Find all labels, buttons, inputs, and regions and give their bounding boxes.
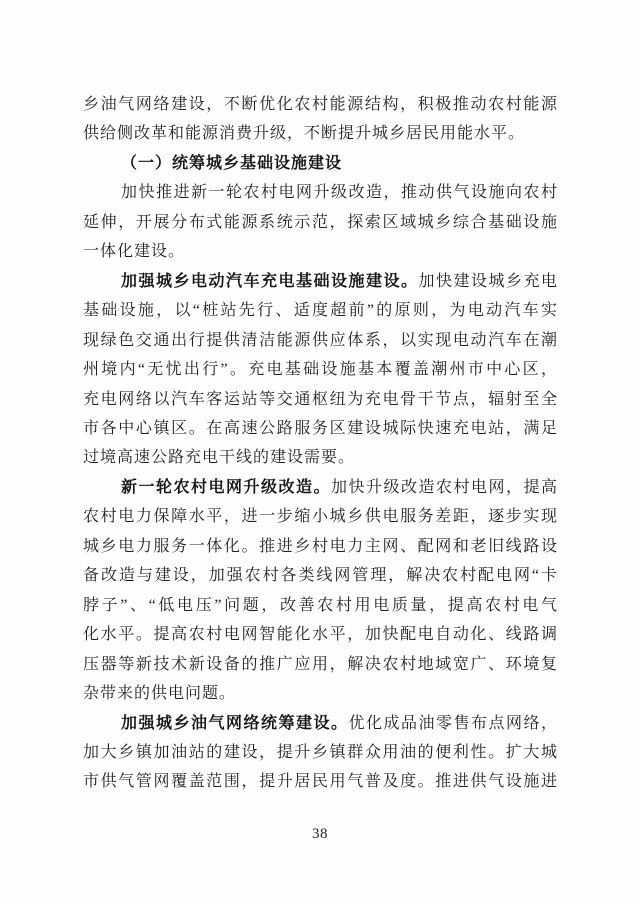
text-line: 加快推进新一轮农村电网升级改造，推动供气设施向农村 bbox=[121, 184, 558, 202]
text-line: 加强城乡油气网络统筹建设。优化成品油零售布点网络， bbox=[121, 714, 558, 732]
text-line: 一体化建设。 bbox=[83, 243, 186, 261]
text-line: 压器等新技术新设备的推广应用，解决农村地域宽广、环境复 bbox=[83, 655, 558, 673]
document-body bbox=[83, 90, 558, 797]
text-line: 加强城乡电动汽车充电基础设施建设。加快建设城乡充电 bbox=[121, 272, 558, 290]
text-line: 延伸，开展分布式能源系统示范，探索区域城乡综合基础设施 bbox=[83, 213, 558, 231]
paragraph-lead-bold: 新一轮农村电网升级改造。 bbox=[121, 478, 331, 496]
text-line: 供给侧改革和能源消费升级，不断提升城乡居民用能水平。 bbox=[83, 125, 526, 143]
text-line: 市供气管网覆盖范围，提升居民用气普及度。推进供气设施进 bbox=[83, 773, 558, 791]
text-line: 加大乡镇加油站的建设，提升乡镇群众用油的便利性。扩大城 bbox=[83, 743, 558, 761]
text-line: 农村电力保障水平，进一步缩小城乡供电服务差距，逐步实现 bbox=[83, 508, 558, 526]
text-line: 充电网络以汽车客运站等交通枢纽为充电骨干节点，辐射至全 bbox=[83, 390, 558, 408]
text-line: 新一轮农村电网升级改造。加快升级改造农村电网，提高 bbox=[121, 478, 558, 496]
text-line: 乡油气网络建设，不断优化农村能源结构，积极推动农村能源 bbox=[83, 96, 558, 113]
text-line: 杂带来的供电问题。 bbox=[83, 685, 237, 703]
text-line: 城乡电力服务一体化。推进乡村电力主网、配网和老旧线路设 bbox=[83, 537, 558, 555]
text-line: 过境高速公路充电干线的建设需要。 bbox=[83, 449, 356, 467]
text-line: 化水平。提高农村电网智能化水平，加快配电自动化、线路调 bbox=[83, 626, 558, 644]
text-line: 州境内“无忧出行”。充电基础设施基本覆盖潮州市中心区， bbox=[83, 361, 558, 379]
text-line: 基础设施，以“桩站先行、适度超前”的原则，为电动汽车实 bbox=[83, 302, 558, 320]
section-heading: （一）统筹城乡基础设施建设 bbox=[121, 154, 343, 172]
page-footer bbox=[0, 826, 640, 843]
text-line: 脖子”、“低电压”问题，改善农村用电质量，提高农村电气 bbox=[83, 596, 558, 614]
text-line: 市各中心镇区。在高速公路服务区建设城际快速充电站，满足 bbox=[83, 419, 558, 437]
paragraph-lead-bold: 加强城乡电动汽车充电基础设施建设。 bbox=[121, 272, 419, 290]
page-number: 38 bbox=[312, 826, 328, 842]
paragraph-lead-bold: 加强城乡油气网络统筹建设。 bbox=[121, 714, 349, 732]
text-line: 现绿色交通出行提供清洁能源供应体系，以实现电动汽车在潮 bbox=[83, 331, 558, 349]
text-line: 备改造与建设，加强农村各类线网管理，解决农村配电网“卡 bbox=[83, 567, 558, 585]
